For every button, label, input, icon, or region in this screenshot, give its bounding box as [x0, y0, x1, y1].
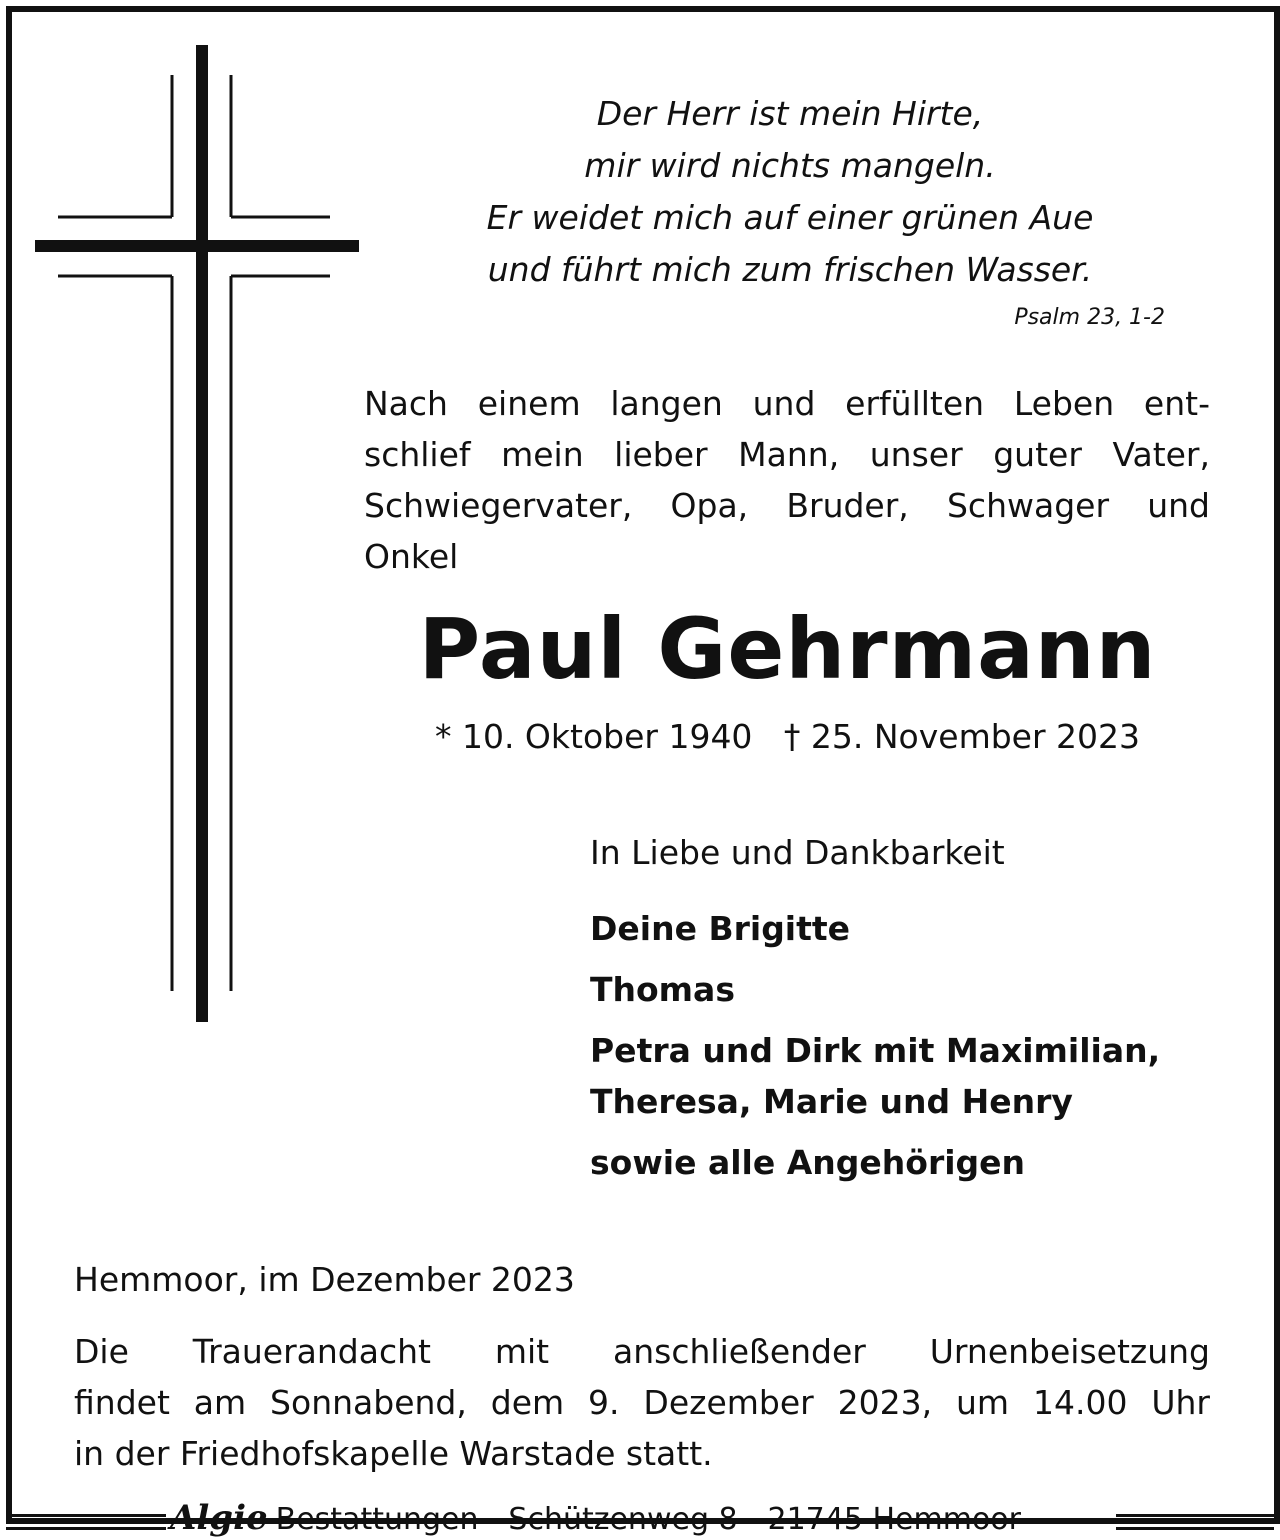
intro-line: Onkel — [364, 537, 459, 576]
family-member: Deine Brigitte — [590, 909, 851, 948]
family-member: Theresa, Marie und Henry — [590, 1082, 1073, 1121]
service-line: findet am Sonnabend, dem 9. Dezember 2023, um 14.00 Uhr — [74, 1383, 1210, 1422]
family-member: Thomas — [590, 970, 735, 1009]
service-line: Die Trauerandacht mit anschließender Urnenbeisetzung — [74, 1332, 1210, 1371]
footer — [0, 1494, 1280, 1540]
psalm-line: und führt mich zum frischen Wasser. — [487, 250, 1093, 289]
family-member: sowie alle Angehörigen — [590, 1143, 1026, 1182]
intro-line: schlief mein lieber Mann, unser guter Vater, — [364, 435, 1210, 474]
psalm-line: Der Herr ist mein Hirte, — [596, 94, 984, 133]
service-info — [74, 1326, 1210, 1479]
footer-rule — [6, 1514, 166, 1530]
family-member: Petra und Dirk mit Maximilian, — [590, 1031, 1161, 1070]
psalm-reference: Psalm 23, 1-2 — [1014, 305, 1165, 330]
intro-line: Schwiegervater, Opa, Bruder, Schwager und — [364, 486, 1210, 525]
funeral-home-address: Bestattungen - Schützenweg 8 - 21745 Hemmoor — [275, 1502, 1021, 1537]
intro-line: Nach einem langen und erfüllten Leben ent- — [364, 384, 1210, 423]
place-date: Hemmoor, im Dezember 2023 — [74, 1260, 575, 1299]
intro-text — [364, 378, 1210, 582]
psalm-quote — [400, 88, 1180, 296]
family-list — [590, 898, 1160, 1193]
funeral-home-line — [170, 1498, 1021, 1538]
service-line: in der Friedhofskapelle Warstade statt. — [74, 1434, 713, 1473]
psalm-line: Er weidet mich auf einer grünen Aue — [486, 198, 1094, 237]
life-dates: * 10. Oktober 1940 † 25. November 2023 — [434, 717, 1141, 756]
footer-rule — [1116, 1514, 1274, 1530]
closing-phrase: In Liebe und Dankbarkeit — [590, 833, 1005, 872]
deceased-name: Paul Gehrmann — [418, 600, 1157, 698]
psalm-line: mir wird nichts mangeln. — [584, 146, 996, 185]
funeral-home-logo: Algie — [170, 1498, 268, 1538]
